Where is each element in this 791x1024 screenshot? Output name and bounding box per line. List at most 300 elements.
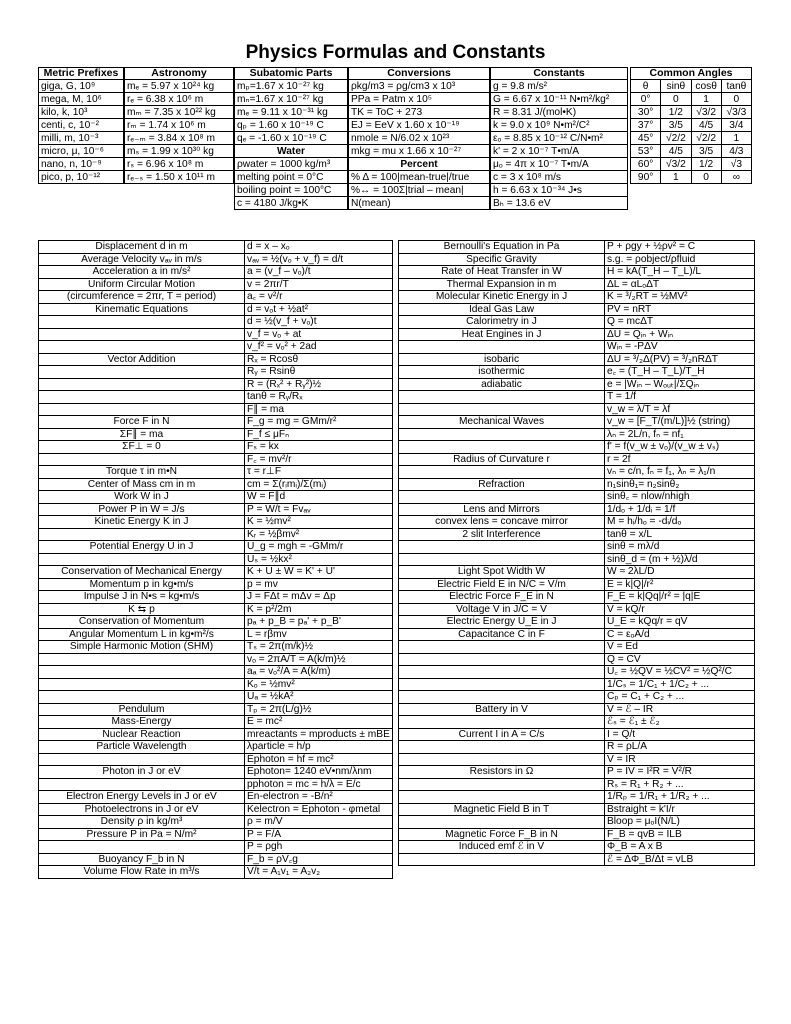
formula-expression: ΔU = ³/₂Δ(PV) = ³/₂nRΔT bbox=[605, 353, 755, 366]
conv-cell: N(mean) bbox=[349, 197, 490, 210]
right-formula-row bbox=[399, 716, 755, 729]
right-formula-row bbox=[399, 241, 755, 254]
formula-expression: ΔL = αLₒΔT bbox=[605, 278, 755, 291]
formula-label bbox=[39, 666, 245, 679]
metric-row bbox=[39, 132, 124, 145]
formula-expression: s.g. = ρobject/ρfluid bbox=[605, 253, 755, 266]
left-formula-row bbox=[39, 578, 393, 591]
right-formula-row bbox=[399, 466, 755, 479]
formula-expression: T = 1/f bbox=[605, 391, 755, 404]
formula-expression: a = (v_f – vₒ)/t bbox=[245, 266, 393, 279]
formula-expression: sinθ꜀ = nlow/nhigh bbox=[605, 491, 755, 504]
formula-expression: V = Ed bbox=[605, 641, 755, 654]
angle-value: √3/3 bbox=[721, 106, 751, 119]
formula-expression: V = kQ/r bbox=[605, 603, 755, 616]
formula-expression: r = 2f bbox=[605, 453, 755, 466]
right-formula-row bbox=[399, 441, 755, 454]
sub-cell: qₑ = -1.60 x 10⁻¹⁹ C bbox=[235, 132, 348, 145]
angle-value: 0 bbox=[691, 171, 721, 184]
formula-label: Pendulum bbox=[39, 703, 245, 716]
angles-col-header bbox=[631, 80, 752, 93]
formula-expression: 1/Rₚ = 1/R₁ + 1/R₂ + ... bbox=[605, 791, 755, 804]
formula-expression: d = ½(v_f + vₒ)t bbox=[245, 316, 393, 329]
formula-expression: Ephoton = hf = mc² bbox=[245, 753, 393, 766]
left-formula-row bbox=[39, 391, 393, 404]
right-formula-row bbox=[399, 766, 755, 779]
right-formula-row bbox=[399, 803, 755, 816]
metric-row bbox=[39, 171, 124, 184]
conv-row bbox=[349, 132, 490, 145]
astro-cell: rₑ₋ₛ = 1.50 x 10¹¹ m bbox=[125, 171, 234, 184]
formula-label: adiabatic bbox=[399, 378, 605, 391]
left-formula-row bbox=[39, 641, 393, 654]
sub-cell: boiling point = 100°C bbox=[235, 184, 348, 197]
formula-label: Photoelectrons in J or eV bbox=[39, 803, 245, 816]
const-cell: k' = 2 x 10⁻⁷ T•m/A bbox=[491, 145, 628, 158]
right-formula-row bbox=[399, 403, 755, 416]
formula-expression: H = kA(T_H – T_L)/L bbox=[605, 266, 755, 279]
astro-cell: rₛ = 6.96 x 10⁸ m bbox=[125, 158, 234, 171]
formula-expression: E = k|Q|/r² bbox=[605, 578, 755, 591]
formula-expression: aₐ = vₒ²/A = A(k/m) bbox=[245, 666, 393, 679]
formula-expression: En-electron = -B/n² bbox=[245, 791, 393, 804]
formula-expression: vₙ = c/n, fₙ = f₁, λₙ = λ₁/n bbox=[605, 466, 755, 479]
left-formula-row bbox=[39, 291, 393, 304]
angles-col-label: θ bbox=[631, 80, 661, 93]
left-formula-row bbox=[39, 716, 393, 729]
sub-cell: mₑ = 9.11 x 10⁻³¹ kg bbox=[235, 106, 348, 119]
formula-label: Electric Field E in N/C = V/m bbox=[399, 578, 605, 591]
formula-expression: P = W/t = Fvₐᵥ bbox=[245, 503, 393, 516]
formula-label: Conservation of Momentum bbox=[39, 616, 245, 629]
formula-label: Buoyancy F_b in N bbox=[39, 853, 245, 866]
sub-row bbox=[235, 80, 348, 93]
conv-cell: %↔ = 100Σ|trial – mean| bbox=[349, 184, 490, 197]
const-row bbox=[491, 145, 628, 158]
metric-row bbox=[39, 119, 124, 132]
formula-expression: pphoton = mc = h/λ = E/c bbox=[245, 778, 393, 791]
formula-label: Lens and Mirrors bbox=[399, 503, 605, 516]
formula-label: Electric Energy U_E in J bbox=[399, 616, 605, 629]
metric-cell: giga, G, 10⁹ bbox=[39, 80, 124, 93]
angles-col-label: cosθ bbox=[691, 80, 721, 93]
formula-label bbox=[399, 741, 605, 754]
formula-expression: F_g = mg = GMm/r² bbox=[245, 416, 393, 429]
formula-expression: mreactants = mproducts ± mBE bbox=[245, 728, 393, 741]
formula-label: Current I in A = C/s bbox=[399, 728, 605, 741]
right-formula-row bbox=[399, 616, 755, 629]
conv-row bbox=[349, 80, 490, 93]
left-formula-row bbox=[39, 778, 393, 791]
left-formula-row bbox=[39, 828, 393, 841]
formula-label: Average Velocity vₐᵥ in m/s bbox=[39, 253, 245, 266]
formula-label: Molecular Kinetic Energy in J bbox=[399, 291, 605, 304]
formula-label bbox=[399, 391, 605, 404]
formula-expression: M = hᵢ/hₒ = -dᵢ/dₒ bbox=[605, 516, 755, 529]
formula-expression: F_b = ρV꜀g bbox=[245, 853, 393, 866]
formula-expression: v_f² = vₒ² + 2ad bbox=[245, 341, 393, 354]
sub-cell: c = 4180 J/kg•K bbox=[235, 197, 348, 210]
formula-label bbox=[399, 403, 605, 416]
right-formula-row bbox=[399, 303, 755, 316]
angle-value: 90° bbox=[631, 171, 661, 184]
right-formula-row bbox=[399, 653, 755, 666]
const-cell: G = 6.67 x 10⁻¹¹ N•m²/kg² bbox=[491, 93, 628, 106]
right-formula-row bbox=[399, 753, 755, 766]
angles-table bbox=[630, 67, 752, 184]
const-cell: εₒ = 8.85 x 10⁻¹² C/N•m² bbox=[491, 132, 628, 145]
formula-label bbox=[399, 653, 605, 666]
formula-label bbox=[39, 316, 245, 329]
conv-cell: EJ = EeV x 1.60 x 10⁻¹⁹ bbox=[349, 119, 490, 132]
right-formula-row bbox=[399, 791, 755, 804]
formula-label: Displacement d in m bbox=[39, 241, 245, 254]
conv-cell: % Δ = 100|mean-true|/true bbox=[349, 171, 490, 184]
right-formula-row bbox=[399, 478, 755, 491]
left-formula-row bbox=[39, 541, 393, 554]
formula-expression: R = (Rₓ² + Rᵧ²)½ bbox=[245, 378, 393, 391]
astro-cell: mₘ = 7.35 x 10²² kg bbox=[125, 106, 234, 119]
angle-value: 53° bbox=[631, 145, 661, 158]
angles-row bbox=[631, 119, 752, 132]
formula-label bbox=[39, 841, 245, 854]
right-formula-row bbox=[399, 416, 755, 429]
astro-row bbox=[125, 158, 234, 171]
formula-label: Torque τ in m•N bbox=[39, 466, 245, 479]
formula-label: Rate of Heat Transfer in W bbox=[399, 266, 605, 279]
metric-cell: milli, m, 10⁻³ bbox=[39, 132, 124, 145]
right-formula-row bbox=[399, 816, 755, 829]
angles-header: Common Angles bbox=[631, 68, 752, 80]
formula-label: Mechanical Waves bbox=[399, 416, 605, 429]
formula-expression: Rₛ = R₁ + R₂ + ... bbox=[605, 778, 755, 791]
formula-label: Bernoulli's Equation in Pa bbox=[399, 241, 605, 254]
formula-label: Refraction bbox=[399, 478, 605, 491]
right-formula-row bbox=[399, 666, 755, 679]
left-formula-row bbox=[39, 453, 393, 466]
left-formula-row bbox=[39, 841, 393, 854]
formula-label: Battery in V bbox=[399, 703, 605, 716]
conv-row bbox=[349, 197, 490, 210]
right-formula-row bbox=[399, 603, 755, 616]
formula-expression: Tₚ = 2π(L/g)½ bbox=[245, 703, 393, 716]
formula-label: convex lens = concave mirror bbox=[399, 516, 605, 529]
formula-expression: F꜀ = mv²/r bbox=[245, 453, 393, 466]
angle-value: 1/2 bbox=[661, 106, 691, 119]
formula-expression: Rᵧ = Rsinθ bbox=[245, 366, 393, 379]
formula-expression: Φ_B = A x B bbox=[605, 841, 755, 854]
right-formula-row bbox=[399, 328, 755, 341]
angle-value: 30° bbox=[631, 106, 661, 119]
formula-label: Kinetic Energy K in J bbox=[39, 516, 245, 529]
right-formula-row bbox=[399, 628, 755, 641]
formula-label bbox=[399, 441, 605, 454]
formula-expression: V = IR bbox=[605, 753, 755, 766]
formula-label: Momentum p in kg•m/s bbox=[39, 578, 245, 591]
conv-cell: ρkg/m3 = ρg/cm3 x 10³ bbox=[349, 80, 490, 93]
right-formula-row bbox=[399, 453, 755, 466]
formula-expression: J = FΔt = mΔv = Δp bbox=[245, 591, 393, 604]
angle-value: 1 bbox=[721, 132, 751, 145]
angle-value: 1/2 bbox=[691, 158, 721, 171]
conv-cell: TK = ToC + 273 bbox=[349, 106, 490, 119]
right-formula-row bbox=[399, 341, 755, 354]
formula-expression: e꜀ = (T_H – T_L)/T_H bbox=[605, 366, 755, 379]
left-formula-row bbox=[39, 816, 393, 829]
formula-expression: a꜀ = v²/r bbox=[245, 291, 393, 304]
angles-row bbox=[631, 132, 752, 145]
right-formula-row bbox=[399, 291, 755, 304]
formula-label bbox=[39, 378, 245, 391]
formula-expression: d = vₒt + ½at² bbox=[245, 303, 393, 316]
angle-value: 3/4 bbox=[721, 119, 751, 132]
angle-value: 0° bbox=[631, 93, 661, 106]
formula-expression: Fₛ = kx bbox=[245, 441, 393, 454]
const-row bbox=[491, 132, 628, 145]
formula-label: 2 slit Interference bbox=[399, 528, 605, 541]
formula-expression: vₐᵥ = ½(vₒ + v_f) = d/t bbox=[245, 253, 393, 266]
left-formula-row bbox=[39, 328, 393, 341]
const-header: Constants bbox=[491, 68, 628, 80]
const-table bbox=[490, 67, 628, 210]
formula-expression: L = rβmv bbox=[245, 628, 393, 641]
conv-cell: Percent bbox=[349, 158, 490, 171]
angle-value: 1 bbox=[691, 93, 721, 106]
right-formula-row bbox=[399, 503, 755, 516]
formula-expression: Bstraight = k'I/r bbox=[605, 803, 755, 816]
sub-cell: ρwater = 1000 kg/m³ bbox=[235, 158, 348, 171]
formula-expression: sinθ_d = (m + ½)λ/d bbox=[605, 553, 755, 566]
formula-label: Ideal Gas Law bbox=[399, 303, 605, 316]
formula-expression: R = ρL/A bbox=[605, 741, 755, 754]
formula-expression: cm = Σ(rᵢmᵢ)/Σ(mᵢ) bbox=[245, 478, 393, 491]
conv-cell: PPa = Patm x 10⁵ bbox=[349, 93, 490, 106]
formula-label bbox=[399, 791, 605, 804]
formula-label: Electric Force F_E in N bbox=[399, 591, 605, 604]
angle-value: 3/5 bbox=[661, 119, 691, 132]
formula-label: Heat Engines in J bbox=[399, 328, 605, 341]
left-formula-row bbox=[39, 353, 393, 366]
metric-table bbox=[38, 67, 124, 184]
formula-label: Angular Momentum L in kg•m²/s bbox=[39, 628, 245, 641]
left-formula-row bbox=[39, 566, 393, 579]
left-formula-row bbox=[39, 791, 393, 804]
left-formula-row bbox=[39, 278, 393, 291]
formula-label bbox=[399, 466, 605, 479]
right-formula-row bbox=[399, 428, 755, 441]
formula-expression: Q = mcΔT bbox=[605, 316, 755, 329]
formula-label bbox=[39, 553, 245, 566]
formula-label: Uniform Circular Motion bbox=[39, 278, 245, 291]
formula-expression: W = F∥d bbox=[245, 491, 393, 504]
formula-expression: F_f ≤ μFₙ bbox=[245, 428, 393, 441]
right-formula-row bbox=[399, 828, 755, 841]
sub-cell: mₚ=1.67 x 10⁻²⁷ kg bbox=[235, 80, 348, 93]
const-row bbox=[491, 197, 628, 210]
right-formula-row bbox=[399, 378, 755, 391]
formula-expression: sinθ = mλ/d bbox=[605, 541, 755, 554]
formula-expression: 1/Cₛ = 1/C₁ + 1/C₂ + ... bbox=[605, 678, 755, 691]
formula-label: Radius of Curvature r bbox=[399, 453, 605, 466]
metric-cell: centi, c, 10⁻² bbox=[39, 119, 124, 132]
right-formula-row bbox=[399, 278, 755, 291]
formula-expression: P + ρgy + ½ρv² = C bbox=[605, 241, 755, 254]
left-formula-row bbox=[39, 728, 393, 741]
formula-label bbox=[39, 653, 245, 666]
formula-label bbox=[399, 716, 605, 729]
formula-expression: ℰₛ = ℰ₁ ± ℰ₂ bbox=[605, 716, 755, 729]
metric-cell: nano, n, 10⁻⁹ bbox=[39, 158, 124, 171]
sub-row bbox=[235, 93, 348, 106]
formula-expression: Uₛ = ½kx² bbox=[245, 553, 393, 566]
formula-expression: v_f = vₒ + at bbox=[245, 328, 393, 341]
angle-value: 0 bbox=[661, 93, 691, 106]
formula-label: Electron Energy Levels in J or eV bbox=[39, 791, 245, 804]
formula-expression: U_g = mgh = -GMm/r bbox=[245, 541, 393, 554]
metric-row bbox=[39, 93, 124, 106]
metric-cell: micro, μ, 10⁻⁶ bbox=[39, 145, 124, 158]
angle-value: √3/2 bbox=[661, 158, 691, 171]
angle-value: 45° bbox=[631, 132, 661, 145]
angle-value: 1 bbox=[661, 171, 691, 184]
angles-row bbox=[631, 158, 752, 171]
angles-col-label: sinθ bbox=[661, 80, 691, 93]
formula-label bbox=[39, 341, 245, 354]
formula-label: Power P in W = J/s bbox=[39, 503, 245, 516]
angle-value: 4/5 bbox=[661, 145, 691, 158]
metric-cell: mega, M, 10⁶ bbox=[39, 93, 124, 106]
right-formula-row bbox=[399, 528, 755, 541]
angle-value: 60° bbox=[631, 158, 661, 171]
angles-row bbox=[631, 93, 752, 106]
right-formula-row bbox=[399, 566, 755, 579]
right-formula-row bbox=[399, 541, 755, 554]
angle-value: 37° bbox=[631, 119, 661, 132]
formula-expression: pₐ + p_B = pₐ' + p_B' bbox=[245, 616, 393, 629]
formula-expression: I = Q/t bbox=[605, 728, 755, 741]
formula-label bbox=[39, 391, 245, 404]
formula-expression: Cₚ = C₁ + C₂ + ... bbox=[605, 691, 755, 704]
formula-expression: F_E = k|Qq|/r² = |q|E bbox=[605, 591, 755, 604]
formula-expression: f' = f(v_w ± vₒ)/(v_w ± vₛ) bbox=[605, 441, 755, 454]
formula-expression: PV = nRT bbox=[605, 303, 755, 316]
formula-expression: Kₒ = ½mv² bbox=[245, 678, 393, 691]
formula-label: Nuclear Reaction bbox=[39, 728, 245, 741]
formula-label bbox=[399, 666, 605, 679]
sub-cell: mₙ=1.67 x 10⁻²⁷ kg bbox=[235, 93, 348, 106]
sub-cell: melting point = 0°C bbox=[235, 171, 348, 184]
formula-expression: v_w = λ/T = λf bbox=[605, 403, 755, 416]
formula-label bbox=[39, 328, 245, 341]
formula-label bbox=[399, 553, 605, 566]
right-formula-row bbox=[399, 778, 755, 791]
right-formula-row bbox=[399, 728, 755, 741]
formula-expression: E = mc² bbox=[245, 716, 393, 729]
angle-value: 4/5 bbox=[691, 119, 721, 132]
left-formula-row bbox=[39, 516, 393, 529]
formula-expression: K = p²/2m bbox=[245, 603, 393, 616]
formula-label: Resistors in Ω bbox=[399, 766, 605, 779]
const-row bbox=[491, 106, 628, 119]
left-formula-row bbox=[39, 853, 393, 866]
formula-expression: v = 2πr/T bbox=[245, 278, 393, 291]
conv-row bbox=[349, 145, 490, 158]
angle-value: 4/3 bbox=[721, 145, 751, 158]
angles-col-label: tanθ bbox=[721, 80, 751, 93]
right-formula-row bbox=[399, 678, 755, 691]
formula-label: Calorimetry in J bbox=[399, 316, 605, 329]
right-formula-row bbox=[399, 516, 755, 529]
formula-expression: Bloop = μₒI(N/L) bbox=[605, 816, 755, 829]
metric-cell: kilo, k, 10³ bbox=[39, 106, 124, 119]
astro-cell: rₑ = 6.38 x 10⁶ m bbox=[125, 93, 234, 106]
formula-expression: d = x – xₒ bbox=[245, 241, 393, 254]
left-formula-row bbox=[39, 466, 393, 479]
sub-row bbox=[235, 171, 348, 184]
left-formula-row bbox=[39, 616, 393, 629]
formula-expression: Kelectron = Ephoton - φmetal bbox=[245, 803, 393, 816]
left-formula-row bbox=[39, 553, 393, 566]
formula-expression: p = mv bbox=[245, 578, 393, 591]
formula-expression: ΔU = Qᵢₙ + Wᵢₙ bbox=[605, 328, 755, 341]
formula-label bbox=[399, 778, 605, 791]
left-formula-row bbox=[39, 503, 393, 516]
astro-row bbox=[125, 119, 234, 132]
sub-row bbox=[235, 145, 348, 158]
sub-row bbox=[235, 132, 348, 145]
metric-row bbox=[39, 106, 124, 119]
formula-label: Pressure P in Pa = N/m² bbox=[39, 828, 245, 841]
formula-expression: F∥ = ma bbox=[245, 403, 393, 416]
formula-expression: C = εₒA/d bbox=[605, 628, 755, 641]
formula-expression: F_B = qvB = ILB bbox=[605, 828, 755, 841]
formula-label: Force F in N bbox=[39, 416, 245, 429]
right-formula-table bbox=[398, 240, 755, 866]
left-formula-row bbox=[39, 703, 393, 716]
conv-row bbox=[349, 184, 490, 197]
formula-expression: Ephoton= 1240 eV•nm/λnm bbox=[245, 766, 393, 779]
const-row bbox=[491, 184, 628, 197]
left-formula-row bbox=[39, 528, 393, 541]
left-formula-row bbox=[39, 316, 393, 329]
formula-expression: Wᵢₙ = -PΔV bbox=[605, 341, 755, 354]
metric-cell: pico, p, 10⁻¹² bbox=[39, 171, 124, 184]
astro-row bbox=[125, 145, 234, 158]
left-formula-row bbox=[39, 591, 393, 604]
astro-row bbox=[125, 93, 234, 106]
formula-expression: v_w = [F_T/(m/L)]½ (string) bbox=[605, 416, 755, 429]
const-cell: Bₕ = 13.6 eV bbox=[491, 197, 628, 210]
formula-expression: Rₓ = Rcosθ bbox=[245, 353, 393, 366]
astro-table bbox=[124, 67, 234, 184]
angle-value: 3/5 bbox=[691, 145, 721, 158]
left-formula-row bbox=[39, 628, 393, 641]
formula-label: Work W in J bbox=[39, 491, 245, 504]
formula-label: Particle Wavelength bbox=[39, 741, 245, 754]
right-formula-row bbox=[399, 553, 755, 566]
astro-row bbox=[125, 106, 234, 119]
left-formula-row bbox=[39, 341, 393, 354]
formula-label bbox=[399, 853, 605, 866]
formula-expression: ℰ = ΔΦ_B/Δt = vLB bbox=[605, 853, 755, 866]
right-formula-row bbox=[399, 591, 755, 604]
page-title: Physics Formulas and Constants bbox=[245, 42, 546, 63]
formula-label: Photon in J or eV bbox=[39, 766, 245, 779]
formula-label: ΣF∥ = ma bbox=[39, 428, 245, 441]
right-formula-row bbox=[399, 391, 755, 404]
conv-row bbox=[349, 171, 490, 184]
const-cell: μₒ = 4π x 10⁻⁷ T•m/A bbox=[491, 158, 628, 171]
